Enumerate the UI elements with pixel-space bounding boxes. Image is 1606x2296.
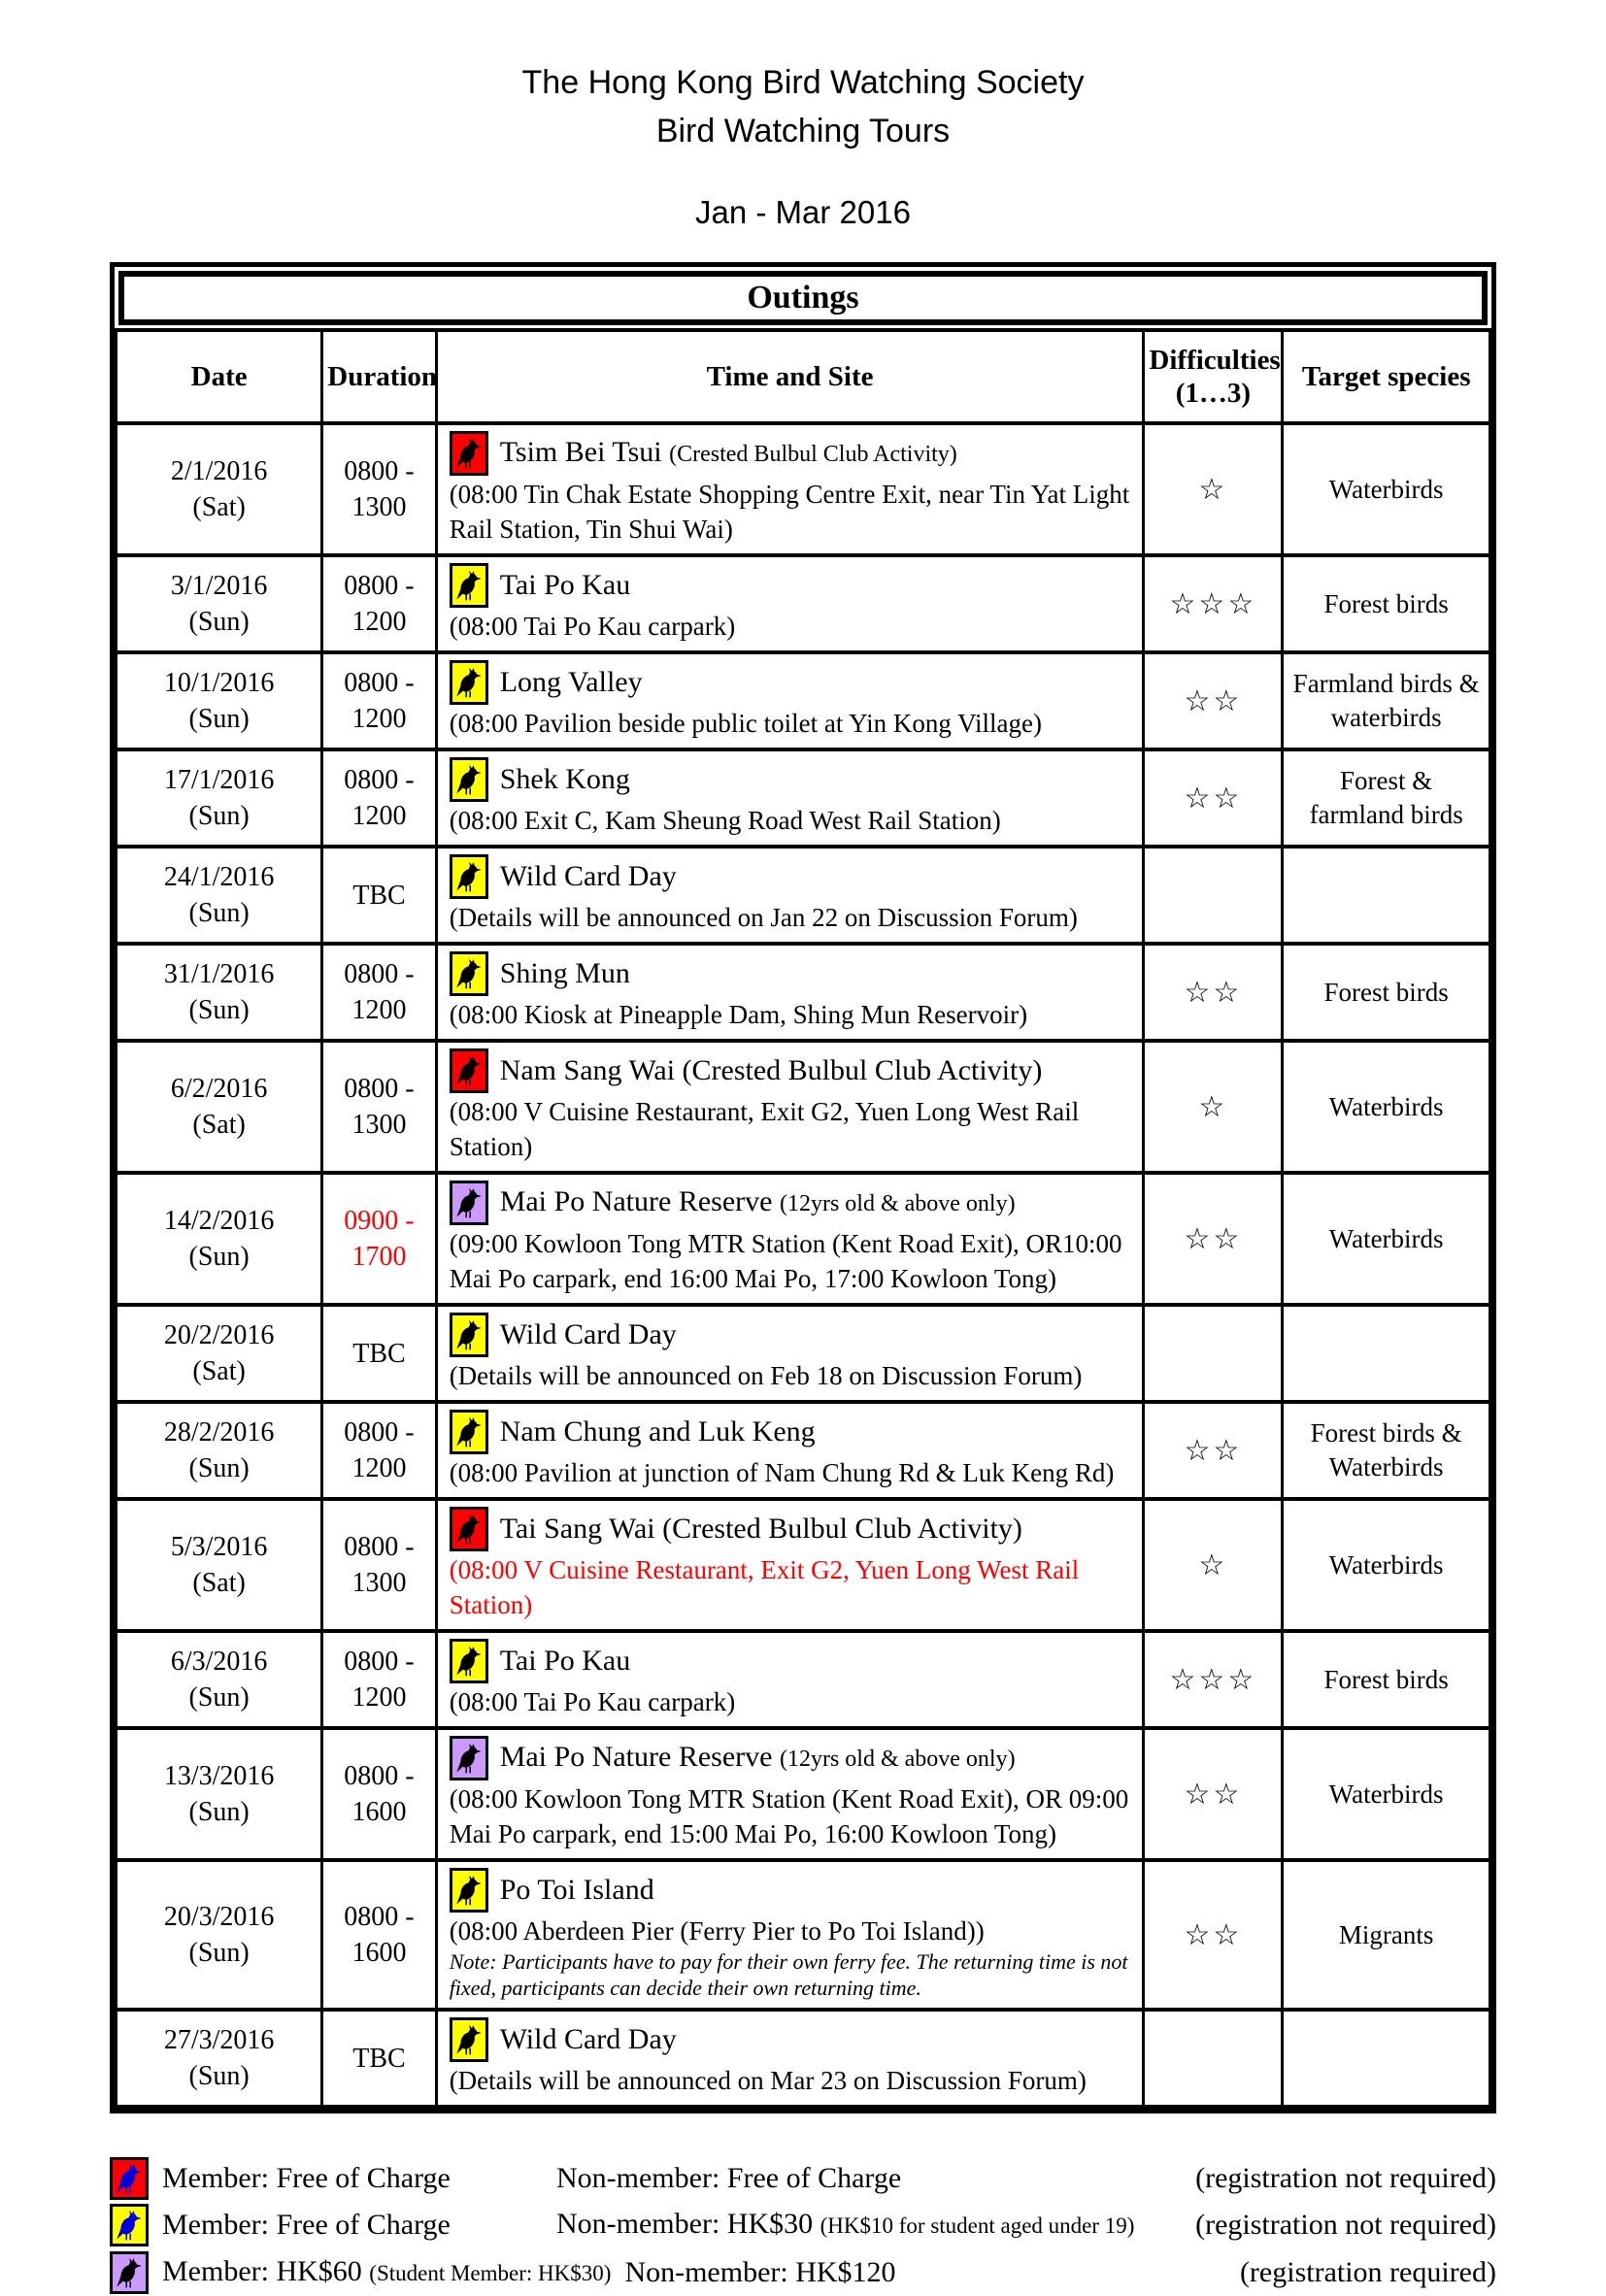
site-title-line	[450, 1736, 1131, 1780]
outings-rows	[117, 423, 1490, 2107]
site-title-line	[450, 660, 1131, 705]
duration-cell	[322, 749, 436, 847]
duration-cell	[322, 1499, 436, 1631]
outing-duration: 0800 -	[344, 668, 415, 698]
legend-registration: (registration not required)	[1195, 2162, 1496, 2194]
meeting-location: (Details will be announced on Feb 18 on Discussion Forum)	[449, 1361, 1083, 1390]
outing-day: (Sun)	[188, 607, 250, 637]
outing-date: 20/3/2016	[163, 1902, 275, 1932]
outing-day: (Sun)	[188, 1682, 250, 1713]
outing-date: 14/2/2016	[163, 1206, 275, 1236]
outing-duration: 0800 -	[344, 1532, 415, 1562]
target-species-cell: Waterbirds	[1283, 1728, 1490, 1860]
bird-icon	[450, 2017, 488, 2062]
site-name: Po Toi Island	[499, 1874, 654, 1906]
time-site-cell	[436, 1499, 1144, 1631]
difficulties-label: Difficulties	[1149, 345, 1281, 376]
header-row	[117, 330, 1490, 423]
bird-icon	[110, 2251, 149, 2294]
outing-duration: 1200	[351, 704, 407, 734]
outing-duration: 0900 -	[344, 1206, 415, 1236]
difficulty-cell	[1144, 2010, 1283, 2107]
date-cell	[117, 2010, 322, 2107]
meeting-location: (09:00 Kowloon Tong MTR Station (Kent Road Exit), OR10:00 Mai Po carpark, end 16:00 Mai Po, 17:00 Kowloon Tong)	[449, 1229, 1122, 1293]
site-name-note: (12yrs old & above only)	[779, 1747, 1016, 1772]
site-name: Tai Po Kau	[499, 569, 631, 601]
meeting-location: (08:00 Exit C, Kam Sheung Road West Rail Station)	[449, 806, 1001, 835]
bird-icon	[110, 2204, 149, 2246]
difficulty-cell	[1144, 847, 1283, 944]
date-cell	[117, 1173, 322, 1305]
duration-cell	[322, 1173, 436, 1305]
site-title-line	[450, 854, 1131, 899]
outing-date: 6/2/2016	[170, 1074, 268, 1104]
bird-icon	[450, 431, 488, 476]
site-title-line	[450, 1313, 1131, 1357]
site-title-line	[450, 563, 1131, 608]
meeting-location: (08:00 Tai Po Kau carpark)	[449, 612, 736, 641]
outings-table-frame	[110, 262, 1496, 2113]
table-row	[117, 555, 1490, 652]
target-species-cell: Forest birds	[1283, 555, 1490, 652]
bird-icon	[450, 1736, 488, 1780]
outing-duration: TBC	[352, 1338, 406, 1369]
legend-member-fee: Member: Free of Charge	[162, 2209, 451, 2241]
bird-icon	[110, 2157, 149, 2200]
time-site-cell	[436, 423, 1144, 555]
site-title-line	[450, 951, 1131, 996]
meeting-location: (08:00 Kiosk at Pineapple Dam, Shing Mun Reservoir)	[449, 1000, 1028, 1029]
outing-date: 24/1/2016	[163, 862, 275, 892]
target-species-cell	[1283, 1305, 1490, 1402]
difficulty-stars: ☆	[1198, 1548, 1228, 1581]
outing-day: (Sun)	[188, 704, 250, 734]
legend-row	[110, 2202, 1496, 2248]
target-species-cell: Waterbirds	[1283, 1173, 1490, 1305]
site-title-line	[450, 757, 1131, 802]
outing-duration: 1700	[351, 1242, 407, 1272]
bird-icon	[450, 1313, 488, 1357]
outing-duration: 0800 -	[344, 1902, 415, 1932]
outing-date: 2/1/2016	[170, 456, 268, 486]
site-title-line	[450, 1410, 1131, 1454]
target-species-cell: Forest & farmland birds	[1283, 749, 1490, 847]
time-site-cell	[436, 1402, 1144, 1499]
outing-date: 28/2/2016	[163, 1417, 275, 1447]
table-row	[117, 1173, 1490, 1305]
site-name: Wild Card Day	[499, 1318, 677, 1350]
fee-legend	[110, 2156, 1496, 2296]
duration-cell	[322, 1728, 436, 1860]
date-cell	[117, 555, 322, 652]
bird-icon	[450, 1048, 488, 1093]
time-site-cell	[436, 1728, 1144, 1860]
site-title-line	[450, 431, 1131, 476]
bird-icon	[450, 563, 488, 608]
time-site-cell	[436, 749, 1144, 847]
site-name-note: (Crested Bulbul Club Activity)	[669, 442, 957, 467]
site-name: Long Valley	[499, 666, 643, 698]
outing-day: (Sat)	[192, 1110, 246, 1140]
outing-duration: 0800 -	[344, 1647, 415, 1677]
site-name: Wild Card Day	[499, 2023, 677, 2055]
date-cell	[117, 1041, 322, 1173]
duration-cell	[322, 652, 436, 749]
legend-registration: (registration required)	[1239, 2256, 1496, 2288]
outing-day: (Sun)	[188, 1797, 250, 1827]
date-cell	[117, 1402, 322, 1499]
column-header-date: Date	[117, 330, 322, 423]
difficulty-stars: ☆	[1198, 473, 1228, 506]
outing-date: 6/3/2016	[170, 1647, 268, 1677]
duration-cell	[322, 555, 436, 652]
duration-cell	[322, 1860, 436, 2010]
difficulty-stars: ☆☆☆	[1169, 587, 1257, 620]
table-row	[117, 749, 1490, 847]
legend-registration: (registration not required)	[1195, 2209, 1496, 2241]
difficulty-cell	[1144, 423, 1283, 555]
site-name: Tsim Bei Tsui (Crested Bulbul Club Activity)	[499, 436, 957, 468]
time-site-cell	[436, 652, 1144, 749]
site-name: Nam Sang Wai (Crested Bulbul Club Activity)	[499, 1054, 1043, 1086]
outing-duration: 1300	[351, 1110, 407, 1140]
column-header-difficulties	[1144, 330, 1283, 423]
difficulty-stars: ☆☆	[1184, 1222, 1243, 1255]
meeting-location: (08:00 Tin Chak Estate Shopping Centre Exit, near Tin Yat Light Rail Station, Tin Shui Wai)	[449, 480, 1130, 544]
duration-cell	[322, 2010, 436, 2107]
difficulty-cell	[1144, 1499, 1283, 1631]
outing-duration: 1200	[351, 995, 407, 1025]
target-species-cell	[1283, 2010, 1490, 2107]
duration-cell	[322, 1631, 436, 1728]
difficulty-cell	[1144, 1631, 1283, 1728]
date-cell	[117, 847, 322, 944]
table-title: Outings	[118, 271, 1488, 325]
meeting-location: (08:00 V Cuisine Restaurant, Exit G2, Yuen Long West Rail Station)	[449, 1097, 1080, 1161]
legend-row	[110, 2156, 1496, 2201]
target-species-cell: Waterbirds	[1283, 423, 1490, 555]
table-row	[117, 1499, 1490, 1631]
page-subtitle: Bird Watching Tours	[655, 113, 951, 150]
time-site-cell	[436, 1860, 1144, 2010]
difficulty-cell	[1144, 1173, 1283, 1305]
table-row	[117, 847, 1490, 944]
outing-duration: TBC	[352, 880, 406, 911]
outing-day: (Sat)	[192, 1568, 246, 1598]
bird-icon	[450, 1410, 488, 1454]
site-title-line	[450, 1181, 1131, 1225]
outing-day: (Sun)	[188, 1242, 250, 1272]
outing-day: (Sun)	[188, 898, 250, 928]
outing-day: (Sun)	[188, 1453, 250, 1483]
target-species-cell: Waterbirds	[1283, 1499, 1490, 1631]
outings-table	[115, 328, 1491, 2109]
date-cell	[117, 423, 322, 555]
difficulty-cell	[1144, 555, 1283, 652]
time-site-cell	[436, 847, 1144, 944]
legend-nonmember-fee-note: (HK$10 for student aged under 19)	[820, 2213, 1135, 2238]
difficulty-stars: ☆☆	[1184, 684, 1243, 717]
legend-member-fee: Member: HK$60 (Student Member: HK$30)	[162, 2255, 612, 2287]
table-row	[117, 1305, 1490, 1402]
site-name: Shing Mun	[499, 957, 630, 989]
date-cell	[117, 1305, 322, 1402]
bird-icon	[450, 1639, 488, 1683]
page-title: The Hong Kong Bird Watching Society	[521, 64, 1085, 101]
legend-row	[110, 2249, 1496, 2296]
outing-duration: 1300	[351, 492, 407, 522]
table-row	[117, 652, 1490, 749]
bird-icon	[450, 951, 488, 996]
legend-nonmember-fee: Non-member: HK$120	[624, 2256, 896, 2288]
difficulty-cell	[1144, 1041, 1283, 1173]
outing-duration: 1200	[351, 801, 407, 831]
table-row	[117, 1631, 1490, 1728]
outing-note: Note: Participants have to pay for their own ferry fee. The returning time is not fixed, participants can decide their own returning time.	[449, 1949, 1128, 2000]
table-row	[117, 1041, 1490, 1173]
meeting-location: (08:00 Kowloon Tong MTR Station (Kent Road Exit), OR 09:00 Mai Po carpark, end 15:00 Mai Po, 16:00 Kowloon Tong)	[449, 1784, 1129, 1848]
outing-duration: 0800 -	[344, 571, 415, 601]
target-species-cell: Forest birds	[1283, 944, 1490, 1041]
column-header-target: Target species	[1283, 330, 1490, 423]
date-cell	[117, 1728, 322, 1860]
site-name: Tai Po Kau	[499, 1645, 631, 1677]
table-row	[117, 944, 1490, 1041]
bird-icon	[450, 1507, 488, 1551]
time-site-cell	[436, 2010, 1144, 2107]
site-name: Shek Kong	[499, 763, 630, 795]
table-row	[117, 423, 1490, 555]
outing-duration: 1200	[351, 1453, 407, 1483]
difficulty-stars: ☆☆	[1184, 1434, 1243, 1467]
target-species-cell	[1283, 847, 1490, 944]
outing-duration: 1200	[351, 1682, 407, 1713]
date-cell	[117, 652, 322, 749]
difficulty-cell	[1144, 1402, 1283, 1499]
duration-cell	[322, 1041, 436, 1173]
outing-date: 27/3/2016	[163, 2025, 275, 2055]
meeting-location: (08:00 V Cuisine Restaurant, Exit G2, Yuen Long West Rail Station)	[449, 1555, 1080, 1619]
outing-date: 3/1/2016	[170, 571, 268, 601]
time-site-cell	[436, 1173, 1144, 1305]
duration-cell	[322, 1305, 436, 1402]
site-name: Mai Po Nature Reserve (12yrs old & above only)	[499, 1185, 1016, 1217]
site-name: Wild Card Day	[499, 860, 677, 892]
site-name-note: (12yrs old & above only)	[779, 1191, 1016, 1216]
bird-icon	[450, 757, 488, 802]
legend-member-fee: Member: Free of Charge	[162, 2162, 451, 2194]
site-name: Mai Po Nature Reserve (12yrs old & above only)	[499, 1741, 1016, 1773]
legend-nonmember-fee: Non-member: HK$30 (HK$10 for student aged under 19)	[556, 2208, 1135, 2240]
column-header-duration: Duration	[322, 330, 436, 423]
target-species-cell: Forest birds	[1283, 1631, 1490, 1728]
table-row	[117, 1860, 1490, 2010]
outing-duration: 0800 -	[344, 765, 415, 795]
duration-cell	[322, 1402, 436, 1499]
date-cell	[117, 1860, 322, 2010]
outing-duration: 0800 -	[344, 1074, 415, 1104]
difficulty-cell	[1144, 1728, 1283, 1860]
outing-date: 10/1/2016	[163, 668, 275, 698]
site-title-line	[450, 2017, 1131, 2062]
legend-nonmember-fee: Non-member: Free of Charge	[556, 2162, 902, 2194]
outing-duration: 0800 -	[344, 959, 415, 989]
time-site-cell	[436, 555, 1144, 652]
outing-duration: 0800 -	[344, 1761, 415, 1791]
difficulty-stars: ☆☆	[1184, 976, 1243, 1009]
difficulty-stars: ☆	[1198, 1090, 1228, 1123]
site-name: Tai Sang Wai (Crested Bulbul Club Activity)	[499, 1513, 1022, 1545]
bird-icon	[450, 854, 488, 899]
difficulties-range: (1…3)	[1175, 378, 1252, 409]
time-site-cell	[436, 1041, 1144, 1173]
site-title-line	[450, 1868, 1131, 1913]
bird-icon	[450, 1868, 488, 1913]
site-title-line	[450, 1507, 1131, 1551]
difficulty-cell	[1144, 1860, 1283, 2010]
outing-duration: TBC	[352, 2043, 406, 2074]
outing-duration: 1600	[351, 1797, 407, 1827]
outing-day: (Sun)	[188, 801, 250, 831]
meeting-location: (08:00 Aberdeen Pier (Ferry Pier to Po Toi Island))	[449, 1916, 985, 1946]
time-site-cell	[436, 944, 1144, 1041]
difficulty-cell	[1144, 749, 1283, 847]
table-row	[117, 1728, 1490, 1860]
bird-icon	[450, 1181, 488, 1225]
duration-cell	[322, 423, 436, 555]
date-cell	[117, 944, 322, 1041]
outing-date: 31/1/2016	[163, 959, 275, 989]
outing-day: (Sun)	[188, 2061, 250, 2091]
meeting-location: (Details will be announced on Jan 22 on Discussion Forum)	[449, 903, 1078, 932]
outing-duration: 1200	[351, 607, 407, 637]
outing-duration: 1300	[351, 1568, 407, 1598]
target-species-cell: Migrants	[1283, 1860, 1490, 2010]
target-species-cell: Forest birds & Waterbirds	[1283, 1402, 1490, 1499]
site-name: Nam Chung and Luk Keng	[499, 1415, 816, 1447]
target-species-cell: Farmland birds & waterbirds	[1283, 652, 1490, 749]
outing-day: (Sat)	[192, 492, 246, 522]
target-species-cell: Waterbirds	[1283, 1041, 1490, 1173]
date-cell	[117, 749, 322, 847]
time-site-cell	[436, 1305, 1144, 1402]
difficulty-cell	[1144, 1305, 1283, 1402]
difficulty-stars: ☆☆	[1184, 1778, 1243, 1811]
difficulty-stars: ☆☆☆	[1169, 1663, 1257, 1696]
outing-date: 13/3/2016	[163, 1761, 275, 1791]
difficulty-stars: ☆☆	[1184, 1918, 1243, 1951]
outing-day: (Sat)	[192, 1356, 246, 1386]
outing-date: 5/3/2016	[170, 1532, 268, 1562]
difficulty-stars: ☆☆	[1184, 782, 1243, 815]
meeting-location: (08:00 Pavilion beside public toilet at Yin Kong Village)	[449, 709, 1042, 738]
outing-duration: 1600	[351, 1938, 407, 1968]
meeting-location: (08:00 Pavilion at junction of Nam Chung Rd & Luk Keng Rd)	[449, 1458, 1115, 1487]
meeting-location: (Details will be announced on Mar 23 on Discussion Forum)	[449, 2066, 1087, 2095]
duration-cell	[322, 847, 436, 944]
site-title-line	[450, 1639, 1131, 1683]
time-site-cell	[436, 1631, 1144, 1728]
meeting-location: (08:00 Tai Po Kau carpark)	[449, 1687, 736, 1716]
legend-member-fee-note: (Student Member: HK$30)	[369, 2261, 612, 2285]
column-header-time-site: Time and Site	[436, 330, 1144, 423]
table-row	[117, 2010, 1490, 2107]
site-title-line	[450, 1048, 1131, 1093]
difficulty-cell	[1144, 944, 1283, 1041]
difficulty-cell	[1144, 652, 1283, 749]
outing-day: (Sun)	[188, 995, 250, 1025]
outing-date: 17/1/2016	[163, 765, 275, 795]
date-cell	[117, 1631, 322, 1728]
outing-duration: 0800 -	[344, 1417, 415, 1447]
table-row	[117, 1402, 1490, 1499]
period-label: Jan - Mar 2016	[695, 194, 911, 230]
duration-cell	[322, 944, 436, 1041]
outing-day: (Sun)	[188, 1938, 250, 1968]
outing-duration: 0800 -	[344, 456, 415, 486]
date-cell	[117, 1499, 322, 1631]
outing-date: 20/2/2016	[163, 1320, 275, 1350]
bird-icon	[450, 660, 488, 705]
